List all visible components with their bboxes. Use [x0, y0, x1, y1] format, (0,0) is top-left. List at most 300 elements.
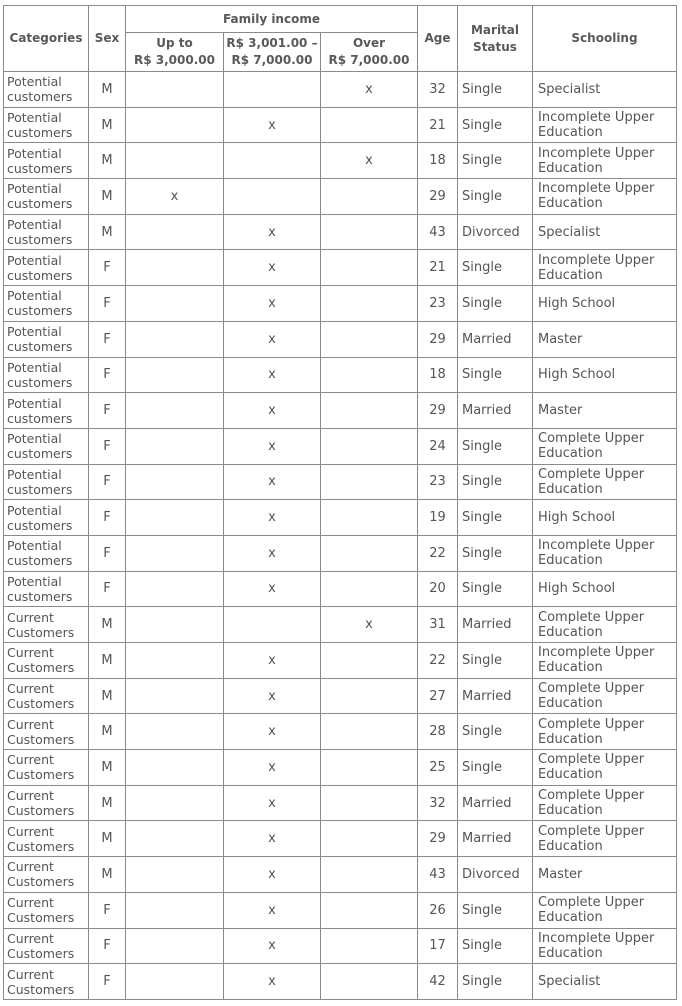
category-cell: [4, 250, 89, 286]
income-mid-cell: x: [224, 428, 321, 464]
category-cell: [4, 393, 89, 429]
sex-cell: F: [89, 286, 126, 322]
income-mid-cell: x: [224, 571, 321, 607]
schooling-cell: [533, 857, 677, 893]
income-mid-cell: x: [224, 821, 321, 857]
category-cell-line2: customers: [7, 196, 73, 212]
table-row: [4, 857, 677, 893]
income-low-cell: [126, 500, 224, 536]
table-row: [4, 179, 677, 215]
marital-cell: Single: [458, 928, 533, 964]
income-mid-cell: x: [224, 250, 321, 286]
marital-cell: Single: [458, 428, 533, 464]
category-cell-line2: customers: [7, 517, 73, 533]
schooling-cell: [533, 964, 677, 1000]
schooling-cell: [533, 428, 677, 464]
schooling-cell-line1: Complete Upper: [538, 681, 645, 697]
category-cell-line1: Potential: [7, 324, 62, 340]
sex-cell: F: [89, 892, 126, 928]
sex-cell: M: [89, 214, 126, 250]
schooling-cell-line2: Education: [538, 481, 603, 497]
income-low-cell: [126, 821, 224, 857]
category-cell: [4, 714, 89, 750]
table-row: [4, 321, 677, 357]
header-row-top: [4, 6, 677, 33]
category-cell-line2: Customers: [7, 838, 75, 854]
category-cell: [4, 286, 89, 322]
category-cell: [4, 678, 89, 714]
income-low-cell: [126, 785, 224, 821]
category-cell-line2: customers: [7, 303, 73, 319]
sex-cell: M: [89, 179, 126, 215]
table-row: [4, 785, 677, 821]
header-schooling: Schooling: [533, 6, 677, 72]
table-row: [4, 607, 677, 643]
schooling-cell-line1: Complete Upper: [538, 609, 645, 625]
schooling-cell-line1: Incomplete Upper: [538, 930, 655, 946]
category-cell-line2: Customers: [7, 660, 75, 676]
marital-cell: Divorced: [458, 214, 533, 250]
table-row: [4, 464, 677, 500]
income-mid-cell: [224, 143, 321, 179]
income-low-cell: [126, 928, 224, 964]
income-high-cell: [321, 643, 418, 679]
sex-cell: M: [89, 750, 126, 786]
age-cell: 22: [418, 643, 458, 679]
income-mid-cell: x: [224, 357, 321, 393]
age-cell: 32: [418, 785, 458, 821]
schooling-cell-line1: Specialist: [538, 974, 601, 990]
category-cell-line2: customers: [7, 481, 73, 497]
sex-cell: F: [89, 500, 126, 536]
schooling-cell-line1: Complete Upper: [538, 716, 645, 732]
marital-cell: Married: [458, 678, 533, 714]
schooling-cell: [533, 179, 677, 215]
marital-cell: Single: [458, 143, 533, 179]
header-income-mid: [224, 33, 321, 72]
income-low-cell: x: [126, 179, 224, 215]
header-income-low: [126, 33, 224, 72]
schooling-cell-line1: High School: [538, 510, 616, 526]
marital-cell: Single: [458, 892, 533, 928]
income-mid-cell: x: [224, 750, 321, 786]
category-cell-line2: customers: [7, 160, 73, 176]
schooling-cell-line2: Education: [538, 624, 603, 640]
income-high-cell: [321, 750, 418, 786]
category-cell-line2: Customers: [7, 624, 75, 640]
income-low-cell: [126, 607, 224, 643]
header-income-mid-line2: R$ 7,000.00: [231, 53, 313, 67]
schooling-cell-line1: Master: [538, 866, 583, 882]
income-low-cell: [126, 357, 224, 393]
age-cell: 25: [418, 750, 458, 786]
sex-cell: M: [89, 107, 126, 143]
sex-cell: F: [89, 357, 126, 393]
schooling-cell: [533, 214, 677, 250]
category-cell-line1: Current: [7, 752, 54, 768]
schooling-cell: [533, 250, 677, 286]
header-income-mid-line1: R$ 3,001.00 –: [226, 36, 318, 50]
table-row: [4, 428, 677, 464]
income-mid-cell: x: [224, 500, 321, 536]
category-cell: [4, 750, 89, 786]
income-high-cell: [321, 428, 418, 464]
income-low-cell: [126, 964, 224, 1000]
schooling-cell: [533, 643, 677, 679]
table-row: [4, 571, 677, 607]
schooling-cell: [533, 750, 677, 786]
age-cell: 17: [418, 928, 458, 964]
table-row: [4, 928, 677, 964]
age-cell: 18: [418, 357, 458, 393]
schooling-cell-line2: Education: [538, 446, 603, 462]
income-mid-cell: x: [224, 535, 321, 571]
category-cell-line1: Potential: [7, 431, 62, 447]
category-cell-line1: Potential: [7, 573, 62, 589]
schooling-cell: [533, 821, 677, 857]
category-cell-line1: Potential: [7, 502, 62, 518]
income-mid-cell: x: [224, 643, 321, 679]
age-cell: 21: [418, 107, 458, 143]
age-cell: 23: [418, 464, 458, 500]
marital-cell: Married: [458, 321, 533, 357]
table-row: [4, 964, 677, 1000]
income-low-cell: [126, 464, 224, 500]
schooling-cell: [533, 72, 677, 108]
age-cell: 29: [418, 179, 458, 215]
schooling-cell: [533, 357, 677, 393]
category-cell: [4, 892, 89, 928]
income-mid-cell: x: [224, 214, 321, 250]
income-high-cell: [321, 179, 418, 215]
table-row: [4, 357, 677, 393]
category-cell-line1: Current: [7, 645, 54, 661]
schooling-cell-line2: Education: [538, 267, 603, 283]
schooling-cell-line2: Education: [538, 767, 603, 783]
income-low-cell: [126, 750, 224, 786]
schooling-cell-line1: Master: [538, 403, 583, 419]
income-high-cell: [321, 535, 418, 571]
income-mid-cell: x: [224, 286, 321, 322]
income-high-cell: [321, 714, 418, 750]
category-cell: [4, 500, 89, 536]
income-mid-cell: x: [224, 107, 321, 143]
sex-cell: M: [89, 72, 126, 108]
schooling-cell-line2: Education: [538, 160, 603, 176]
sex-cell: F: [89, 428, 126, 464]
table-row: [4, 250, 677, 286]
schooling-cell-line1: Master: [538, 331, 583, 347]
schooling-cell-line1: Complete Upper: [538, 895, 645, 911]
schooling-cell-line1: Complete Upper: [538, 788, 645, 804]
category-cell-line2: customers: [7, 410, 73, 426]
marital-cell: Single: [458, 464, 533, 500]
table-row: [4, 678, 677, 714]
table-row: [4, 500, 677, 536]
category-cell-line1: Potential: [7, 74, 62, 90]
age-cell: 18: [418, 143, 458, 179]
income-low-cell: [126, 678, 224, 714]
income-mid-cell: x: [224, 785, 321, 821]
schooling-cell-line1: Complete Upper: [538, 752, 645, 768]
schooling-cell: [533, 892, 677, 928]
table-row: [4, 393, 677, 429]
header-income-high-line1: Over: [352, 36, 386, 50]
category-cell: [4, 428, 89, 464]
schooling-cell-line1: Complete Upper: [538, 431, 645, 447]
category-cell-line1: Current: [7, 609, 54, 625]
schooling-cell: [533, 928, 677, 964]
age-cell: 29: [418, 393, 458, 429]
income-mid-cell: x: [224, 928, 321, 964]
sex-cell: M: [89, 143, 126, 179]
age-cell: 32: [418, 72, 458, 108]
schooling-cell-line1: Incomplete Upper: [538, 645, 655, 661]
sex-cell: F: [89, 393, 126, 429]
marital-cell: Single: [458, 643, 533, 679]
sex-cell: F: [89, 321, 126, 357]
table-row: [4, 535, 677, 571]
schooling-cell-line1: Complete Upper: [538, 466, 645, 482]
income-low-cell: [126, 714, 224, 750]
category-cell-line1: Potential: [7, 252, 62, 268]
income-mid-cell: x: [224, 464, 321, 500]
category-cell-line2: customers: [7, 446, 73, 462]
category-cell-line1: Current: [7, 966, 54, 982]
income-low-cell: [126, 107, 224, 143]
income-high-cell: [321, 250, 418, 286]
table-body: [4, 72, 677, 1000]
table-row: [4, 214, 677, 250]
schooling-cell: [533, 785, 677, 821]
header-income-low-line2: R$ 3,000.00: [134, 53, 215, 67]
income-mid-cell: x: [224, 714, 321, 750]
income-low-cell: [126, 250, 224, 286]
marital-cell: Married: [458, 393, 533, 429]
sex-cell: M: [89, 857, 126, 893]
category-cell: [4, 785, 89, 821]
category-cell: [4, 535, 89, 571]
income-high-cell: [321, 892, 418, 928]
header-income-low-line1: Up to: [156, 36, 193, 50]
sex-cell: M: [89, 607, 126, 643]
category-cell-line2: customers: [7, 267, 73, 283]
marital-cell: Single: [458, 72, 533, 108]
category-cell-line1: Potential: [7, 110, 62, 126]
age-cell: 24: [418, 428, 458, 464]
income-high-cell: [321, 393, 418, 429]
category-cell: [4, 571, 89, 607]
category-cell-line1: Current: [7, 681, 54, 697]
category-cell-line1: Potential: [7, 395, 62, 411]
income-high-cell: [321, 321, 418, 357]
income-high-cell: x: [321, 143, 418, 179]
schooling-cell-line1: Incomplete Upper: [538, 181, 655, 197]
category-cell-line2: customers: [7, 588, 73, 604]
sex-cell: M: [89, 678, 126, 714]
income-low-cell: [126, 857, 224, 893]
header-income-high: [321, 33, 418, 72]
category-cell-line2: Customers: [7, 945, 75, 961]
category-cell: [4, 607, 89, 643]
header-marital-line2: Status: [473, 39, 517, 54]
category-cell: [4, 643, 89, 679]
header-categories: Categories: [4, 6, 89, 72]
age-cell: 22: [418, 535, 458, 571]
category-cell-line1: Potential: [7, 359, 62, 375]
schooling-cell-line2: Education: [538, 196, 603, 212]
age-cell: 26: [418, 892, 458, 928]
header-family-income: Family income: [126, 6, 418, 33]
marital-cell: Single: [458, 286, 533, 322]
age-cell: 20: [418, 571, 458, 607]
income-high-cell: [321, 357, 418, 393]
category-cell-line1: Current: [7, 716, 54, 732]
category-cell-line2: Customers: [7, 910, 75, 926]
table-row: [4, 892, 677, 928]
schooling-cell: [533, 678, 677, 714]
category-cell-line2: Customers: [7, 731, 75, 747]
income-low-cell: [126, 571, 224, 607]
income-high-cell: x: [321, 607, 418, 643]
table-row: [4, 143, 677, 179]
schooling-cell: [533, 714, 677, 750]
category-cell-line1: Potential: [7, 181, 62, 197]
income-high-cell: [321, 821, 418, 857]
category-cell-line1: Potential: [7, 145, 62, 161]
category-cell-line2: customers: [7, 374, 73, 390]
table-row: [4, 714, 677, 750]
category-cell-line2: customers: [7, 339, 73, 355]
income-low-cell: [126, 286, 224, 322]
category-cell: [4, 214, 89, 250]
category-cell: [4, 321, 89, 357]
schooling-cell-line2: Education: [538, 660, 603, 676]
marital-cell: Divorced: [458, 857, 533, 893]
schooling-cell-line2: Education: [538, 910, 603, 926]
schooling-cell-line2: Education: [538, 945, 603, 961]
income-low-cell: [126, 214, 224, 250]
marital-cell: Single: [458, 714, 533, 750]
income-low-cell: [126, 428, 224, 464]
age-cell: 29: [418, 321, 458, 357]
income-low-cell: [126, 892, 224, 928]
marital-cell: Single: [458, 500, 533, 536]
schooling-cell-line1: Incomplete Upper: [538, 110, 655, 126]
table-row: [4, 643, 677, 679]
age-cell: 19: [418, 500, 458, 536]
category-cell: [4, 107, 89, 143]
income-mid-cell: x: [224, 321, 321, 357]
category-cell-line1: Potential: [7, 217, 62, 233]
schooling-cell: [533, 143, 677, 179]
sex-cell: F: [89, 535, 126, 571]
income-high-cell: [321, 286, 418, 322]
schooling-cell-line1: High School: [538, 295, 616, 311]
age-cell: 43: [418, 214, 458, 250]
schooling-cell: [533, 500, 677, 536]
category-cell-line1: Current: [7, 930, 54, 946]
marital-cell: Single: [458, 107, 533, 143]
age-cell: 29: [418, 821, 458, 857]
schooling-cell-line1: Incomplete Upper: [538, 538, 655, 554]
category-cell: [4, 928, 89, 964]
marital-cell: Single: [458, 357, 533, 393]
marital-cell: Single: [458, 571, 533, 607]
category-cell-line2: customers: [7, 553, 73, 569]
age-cell: 28: [418, 714, 458, 750]
schooling-cell-line1: High School: [538, 581, 616, 597]
customer-profile-table: [3, 5, 677, 1000]
schooling-cell-line1: Incomplete Upper: [538, 145, 655, 161]
sex-cell: F: [89, 571, 126, 607]
schooling-cell-line2: Education: [538, 731, 603, 747]
income-mid-cell: [224, 607, 321, 643]
category-cell: [4, 357, 89, 393]
category-cell: [4, 179, 89, 215]
schooling-cell: [533, 571, 677, 607]
category-cell-line1: Current: [7, 895, 54, 911]
income-low-cell: [126, 535, 224, 571]
sex-cell: F: [89, 928, 126, 964]
category-cell: [4, 72, 89, 108]
income-mid-cell: [224, 179, 321, 215]
schooling-cell-line2: Education: [538, 696, 603, 712]
income-high-cell: [321, 500, 418, 536]
income-low-cell: [126, 143, 224, 179]
category-cell: [4, 143, 89, 179]
age-cell: 27: [418, 678, 458, 714]
category-cell-line2: Customers: [7, 874, 75, 890]
sex-cell: M: [89, 714, 126, 750]
category-cell-line2: Customers: [7, 981, 75, 997]
income-mid-cell: x: [224, 857, 321, 893]
category-cell-line1: Current: [7, 859, 54, 875]
header-sex: Sex: [89, 6, 126, 72]
sex-cell: M: [89, 643, 126, 679]
marital-cell: Single: [458, 179, 533, 215]
income-high-cell: [321, 857, 418, 893]
schooling-cell: [533, 393, 677, 429]
category-cell: [4, 964, 89, 1000]
header-marital-line1: Marital: [470, 22, 520, 37]
category-cell: [4, 821, 89, 857]
marital-cell: Single: [458, 964, 533, 1000]
age-cell: 23: [418, 286, 458, 322]
schooling-cell-line2: Education: [538, 803, 603, 819]
schooling-cell: [533, 464, 677, 500]
table-header: [4, 6, 677, 72]
sex-cell: F: [89, 964, 126, 1000]
marital-cell: Married: [458, 607, 533, 643]
schooling-cell-line2: Education: [538, 838, 603, 854]
marital-cell: Single: [458, 535, 533, 571]
category-cell-line2: Customers: [7, 696, 75, 712]
table-row: [4, 72, 677, 108]
table-row: [4, 107, 677, 143]
schooling-cell: [533, 321, 677, 357]
header-income-high-line2: R$ 7,000.00: [328, 53, 410, 67]
income-mid-cell: x: [224, 393, 321, 429]
category-cell-line1: Current: [7, 823, 54, 839]
header-age: Age: [418, 6, 458, 72]
income-high-cell: [321, 571, 418, 607]
category-cell: [4, 464, 89, 500]
header-marital-status: [458, 6, 533, 72]
age-cell: 42: [418, 964, 458, 1000]
category-cell-line1: Potential: [7, 538, 62, 554]
age-cell: 21: [418, 250, 458, 286]
